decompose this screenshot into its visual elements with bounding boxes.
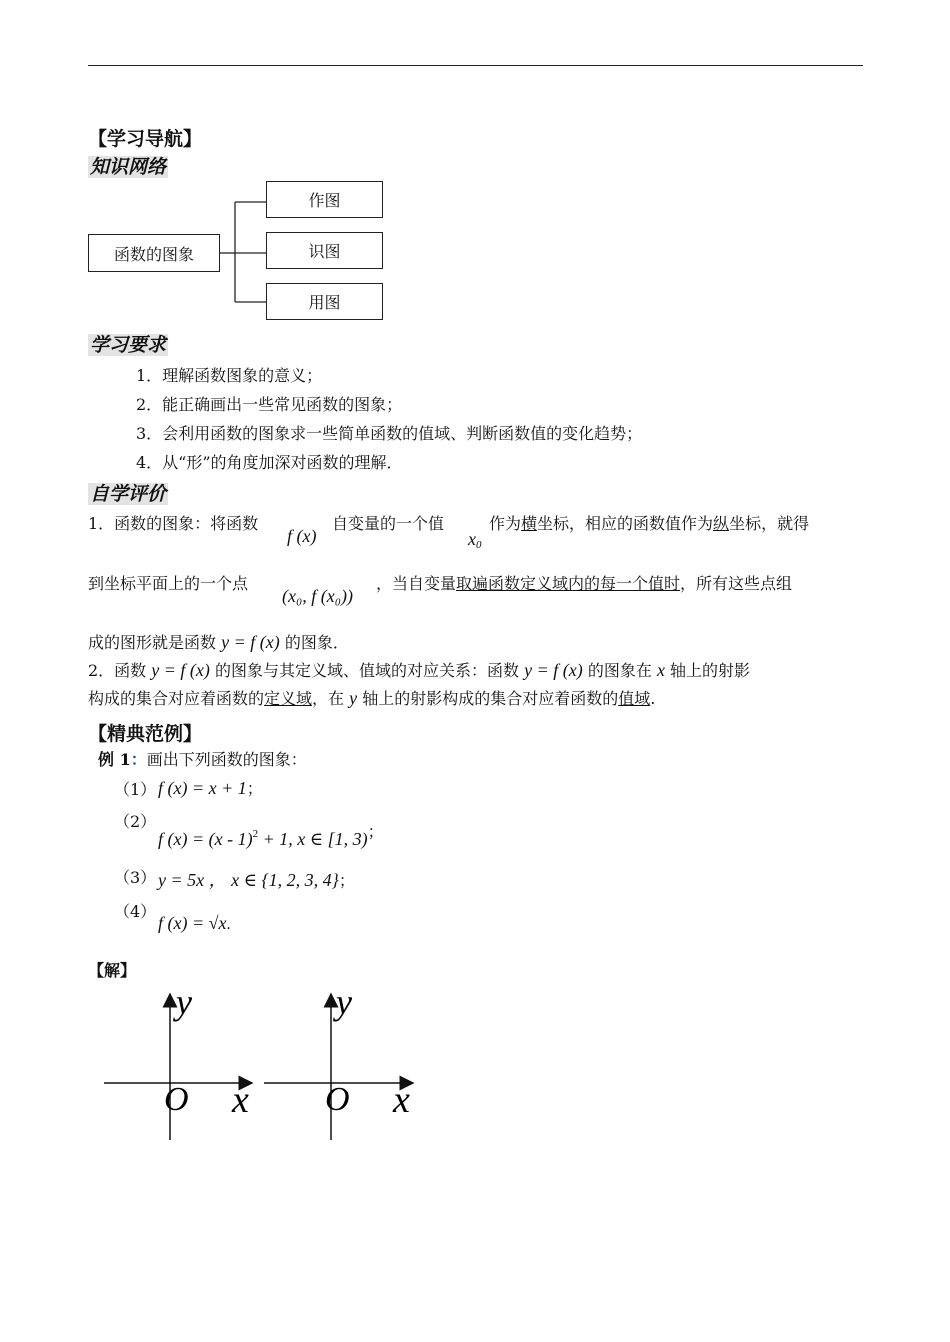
diagram-branch-use: 用图 [266,283,383,320]
self-eval-line2-rest: ，当自变量取遍函数定义域内的每一个值时，所有这些点组 [376,574,793,593]
self-eval-line1-mid: 自变量的一个值 [332,514,445,533]
diagram-branch-draw: 作图 [266,181,383,218]
study-guide-heading: 【学习导航】 [88,128,203,150]
self-eval-line3: 成的图形就是函数 y = f (x) 的图象． [88,632,349,652]
self-eval-line5: 构成的集合对应着函数的定义域，在 y 轴上的射影构成的集合对应着函数的值域. [88,688,656,708]
diagram-root-box: 函数的图象 [88,234,220,272]
diagram-branch-read: 识图 [266,232,383,269]
right-x-label: x [393,1079,410,1121]
example-item-num: （4） [114,902,157,921]
requirements-heading: 学习要求 [90,334,167,356]
self-eval-line1-rest: 作为横坐标，相应的函数值作为纵坐标，就得 [489,514,810,533]
example-item-num: （1） [114,780,157,799]
examples-heading: 【精典范例】 [88,723,203,745]
math-fx: f (x) [287,526,317,546]
left-x-label: x [232,1079,249,1121]
right-y-label: y [336,982,352,1022]
requirement-item: 4．从“形”的角度加深对函数的理解． [136,453,403,472]
knowledge-diagram-connectors [0,0,950,340]
self-eval-line4: 2．函数 y = f (x) 的图象与其定义域、值域的对应关系：函数 y = f (x) 的图象在 x 轴上的射影 [88,660,751,680]
example-item-formula: y = 5x ， x ∈ {1, 2, 3, 4}； [158,870,355,890]
left-y-label: y [176,982,192,1022]
coordinate-axes-figure [0,980,950,1150]
requirement-item: 2．能正确画出一些常见函数的图象； [136,395,403,414]
example-item-num: （3） [114,868,157,887]
self-eval-line2-start: 到坐标平面上的一个点 [88,574,249,593]
self-eval-heading: 自学评价 [90,483,167,505]
right-origin-label: O [325,1081,350,1118]
math-point: (x₀, f (x₀)) [282,586,353,606]
example-item-formula: f (x) = x + 1； [158,778,263,798]
example1-heading: 例 1：画出下列函数的图象： [98,750,307,769]
example-item-num: （2） [114,812,157,831]
requirement-item: 3．会利用函数的图象求一些简单函数的值域、判断函数值的变化趋势； [136,424,643,443]
example-item-formula: f (x) = √x. [158,913,231,933]
solution-label: 【解】 [88,961,137,980]
math-x0: $x_0$ [468,529,482,551]
requirement-item: 1．理解函数图象的意义； [136,366,323,385]
self-eval-line1-start: 1．函数的图象：将函数 [88,514,259,533]
example-item-formula: f (x) = (x - 1)$^2$ + 1, x ∈ [1, 3)； [158,824,384,849]
left-origin-label: O [164,1081,189,1118]
knowledge-network-heading: 知识网络 [90,156,167,178]
